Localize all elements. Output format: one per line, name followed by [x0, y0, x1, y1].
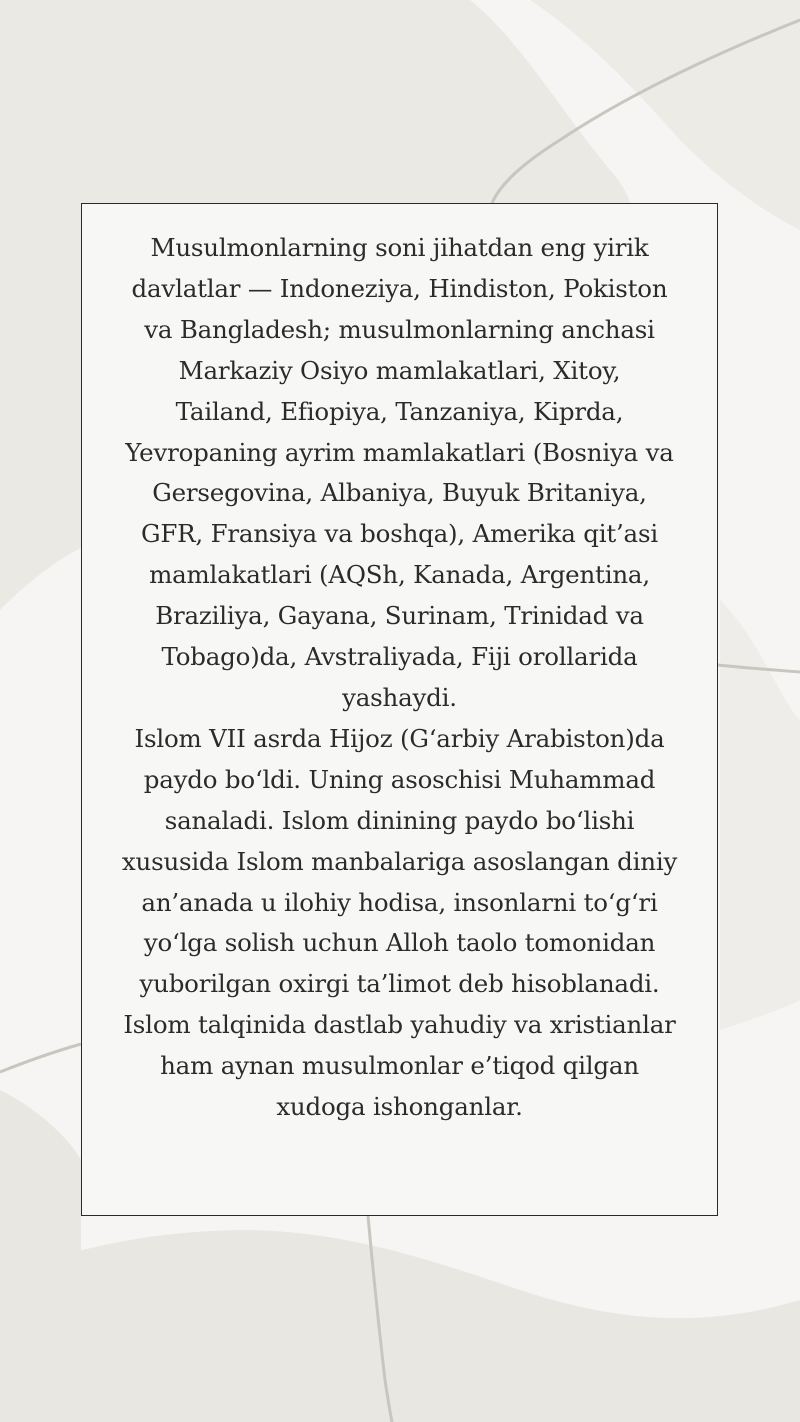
text-line: Islom talqinida dastlab yahudiy va xristianlar: [123, 1010, 676, 1040]
text-line: Gersegovina, Albaniya, Buyuk Britaniya,: [152, 478, 647, 508]
text-line: va Bangladesh; musulmonlarning anchasi: [144, 314, 655, 344]
text-line: ham aynan musulmonlar e’tiqod qilgan: [160, 1051, 639, 1081]
text-line: yashaydi.: [342, 682, 457, 712]
text-line: sanaladi. Islom dinining paydo boʻlishi: [164, 805, 635, 835]
text-line: yuborilgan oxirgi ta’limot deb hisoblanadi.: [139, 969, 660, 999]
text-line: Islom VII asrda Hijoz (Gʻarbiy Arabiston)da: [134, 723, 665, 753]
text-line: an’anada u ilohiy hodisa, insonlarni toʻgʻri: [141, 887, 658, 917]
text-line: davlatlar — Indoneziya, Hindiston, Pokiston: [131, 273, 668, 303]
text-line: Braziliya, Gayana, Surinam, Trinidad va: [155, 601, 644, 631]
text-line: GFR, Fransiya va boshqa), Amerika qit’asi: [141, 519, 658, 549]
text-card: [81, 203, 718, 1216]
text-line: Tobago)da, Avstraliyada, Fiji orollarida: [161, 642, 638, 672]
text-line: Musulmonlarning soni jihatdan eng yirik: [150, 233, 649, 262]
text-line: Yevropaning ayrim mamlakatlari (Bosniya va: [125, 437, 674, 467]
text-line: Tailand, Efiopiya, Tanzaniya, Kiprda,: [175, 396, 624, 426]
text-line: mamlakatlari (AQSh, Kanada, Argentina,: [149, 560, 650, 590]
text-line: yoʻlga solish uchun Alloh taolo tomonidan: [143, 928, 656, 958]
text-line: xudoga ishonganlar.: [276, 1092, 523, 1122]
card-text: [102, 228, 697, 1128]
text-line: xususida Islom manbalariga asoslangan diniy: [121, 846, 678, 876]
text-line: Markaziy Osiyo mamlakatlari, Xitoy,: [178, 355, 621, 385]
text-line: paydo boʻldi. Uning asoschisi Muhammad: [143, 764, 656, 794]
